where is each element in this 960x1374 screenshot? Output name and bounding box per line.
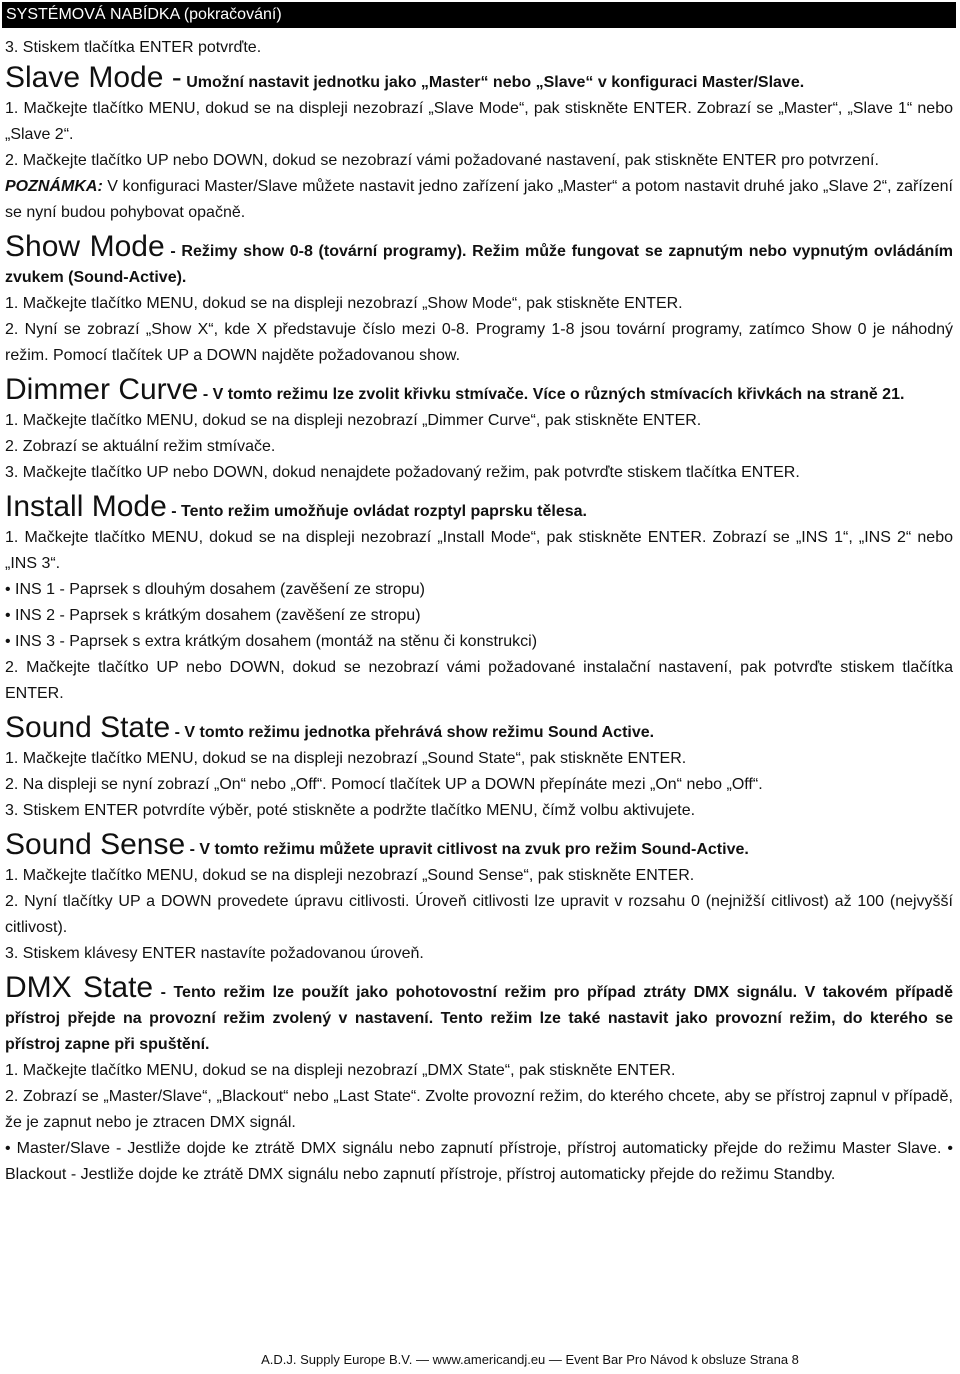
dmx-step-1: 1. Mačkejte tlačítko MENU, dokud se na displeji nezobrazí „DMX State“, pak stiskněte ENTER. bbox=[5, 1062, 676, 1079]
install-step-1: 1. Mačkejte tlačítko MENU, dokud se na displeji nezobrazí „Install Mode“, pak stiskněte ENTER. Zobrazí se „INS 1“, „INS 2“ nebo „INS 3“. bbox=[5, 529, 953, 572]
dimmer-step-2: 2. Zobrazí se aktuální režim stmívače. bbox=[5, 438, 276, 455]
sound-sense-section bbox=[5, 828, 953, 863]
intro-text: 3. Stiskem tlačítka ENTER potvrďte. bbox=[5, 39, 262, 56]
sound-sense-step-1: 1. Mačkejte tlačítko MENU, dokud se na displeji nezobrazí „Sound Sense“, pak stiskněte ENTER. bbox=[5, 867, 695, 884]
dimmer-curve-section bbox=[5, 373, 953, 408]
dmx-state-title: DMX State bbox=[5, 971, 154, 1004]
sound-sense-step-3: 3. Stiskem klávesy ENTER nastavíte požadovanou úroveň. bbox=[5, 945, 424, 962]
sound-sense-subtitle: - V tomto režimu můžete upravit citlivost na zvuk pro režim Sound-Active. bbox=[189, 841, 749, 858]
dmx-bullets: • Master/Slave - Jestliže dojde ke ztrátě DMX signálu nebo zapnutí přístroje, přístroj automaticky přejde do režimu Master Slave. • Blackout - Jestliže dojde ke ztrátě DMX signálu nebo zapnutí přístroje, přístroj automaticky přejde do režimu Standby. bbox=[5, 1140, 953, 1183]
show-step-2: 2. Nyní se zobrazí „Show X“, kde X představuje číslo mezi 0-8. Programy 1-8 jsou tovární programy, zatímco Show 0 je náhodný režim. Pomocí tlačítek UP a DOWN najděte požadovanou show. bbox=[5, 321, 953, 364]
sound-sense-title: Sound Sense bbox=[5, 828, 186, 861]
sound-state-title: Sound State bbox=[5, 711, 171, 744]
slave-mode-section bbox=[5, 61, 953, 96]
page-header: SYSTÉMOVÁ NABÍDKA (pokračování) bbox=[2, 2, 956, 28]
install-mode-subtitle: - Tento režim umožňuje ovládat rozptyl paprsku tělesa. bbox=[171, 503, 587, 520]
dmx-state-section bbox=[5, 971, 953, 1058]
show-mode-title: Show Mode bbox=[5, 230, 165, 263]
sound-state-step-2: 2. Na displeji se nyní zobrazí „On“ nebo „Off“. Pomocí tlačítek UP a DOWN přepínáte mezi „On“ nebo „Off“. bbox=[5, 776, 763, 793]
slave-step-1: 1. Mačkejte tlačítko MENU, dokud se na displeji nezobrazí „Slave Mode“, pak stiskněte ENTER. Zobrazí se „Master“, „Slave 1“ nebo „Slave 2“. bbox=[5, 100, 953, 143]
sound-state-subtitle: - V tomto režimu jednotka přehrává show režimu Sound Active. bbox=[174, 724, 655, 741]
sound-sense-step-2: 2. Nyní tlačítky UP a DOWN provedete úpravu citlivosti. Úroveň citlivosti lze upravit v rozsahu 0 (nejnižší citlivost) až 100 (nejvyšší citlivost). bbox=[5, 893, 953, 936]
dmx-step-2: 2. Zobrazí se „Master/Slave“, „Blackout“ nebo „Last State“. Zvolte provozní režim, do kterého chcete, aby se přístroj zapnul v případě, že je zapnut nebo je ztracen DMX signál. bbox=[5, 1088, 953, 1131]
dimmer-step-1: 1. Mačkejte tlačítko MENU, dokud se na displeji nezobrazí „Dimmer Curve“, pak stiskněte ENTER. bbox=[5, 412, 702, 429]
sound-state-step-1: 1. Mačkejte tlačítko MENU, dokud se na displeji nezobrazí „Sound State“, pak stiskněte ENTER. bbox=[5, 750, 687, 767]
install-bullet-2: • INS 2 - Paprsek s krátkým dosahem (zavěšení ze stropu) bbox=[5, 607, 421, 624]
dmx-state-subtitle: - Tento režim lze použít jako pohotovostní režim pro případ ztráty DMX signálu. V takovém případě přístroj přejde na provozní režim zvolený v nastavení. Tento režim lze také nastavit jako provozní režim, do kterého se přístroj zapne při spuštění. bbox=[5, 984, 953, 1053]
dimmer-step-3: 3. Mačkejte tlačítko UP nebo DOWN, dokud nenajdete požadovaný režim, pak potvrďte stiskem tlačítka ENTER. bbox=[5, 464, 800, 481]
slave-mode-subtitle: Umožní nastavit jednotku jako „Master“ nebo „Slave“ v konfiguraci Master/Slave. bbox=[186, 74, 805, 91]
sound-state-section bbox=[5, 711, 953, 746]
sound-state-step-3: 3. Stiskem ENTER potvrdíte výběr, poté stiskněte a podržte tlačítko MENU, čímž volbu aktivujete. bbox=[5, 802, 696, 819]
install-mode-section bbox=[5, 490, 953, 525]
install-mode-title: Install Mode bbox=[5, 490, 167, 523]
install-step-2: 2. Mačkejte tlačítko UP nebo DOWN, dokud se nezobrazí vámi požadované instalační nastavení, pak potvrďte stiskem tlačítka ENTER. bbox=[5, 659, 953, 702]
page-footer: A.D.J. Supply Europe B.V. — www.americandj.eu — Event Bar Pro Návod k obsluze Strana 8 bbox=[261, 1352, 799, 1367]
slave-mode-title: Slave Mode - bbox=[5, 61, 182, 94]
page-content bbox=[5, 35, 953, 1188]
dimmer-curve-subtitle: - V tomto režimu lze zvolit křivku stmívače. Více o různých stmívacích křivkách na straně 21. bbox=[202, 386, 905, 403]
slave-step-2: 2. Mačkejte tlačítko UP nebo DOWN, dokud se nezobrazí vámi požadované nastavení, pak stiskněte ENTER pro potvrzení. bbox=[5, 152, 879, 169]
slave-note bbox=[5, 174, 953, 226]
note-text: V konfiguraci Master/Slave můžete nastavit jedno zařízení jako „Master“ a potom nastavit druhé jako „Slave 2“, zařízení se nyní budou pohybovat opačně. bbox=[5, 178, 953, 221]
show-mode-section bbox=[5, 230, 953, 291]
install-bullet-1: • INS 1 - Paprsek s dlouhým dosahem (zavěšení ze stropu) bbox=[5, 581, 426, 598]
dimmer-curve-title: Dimmer Curve bbox=[5, 373, 199, 406]
note-label: POZNÁMKA: bbox=[5, 178, 103, 195]
install-bullet-3: • INS 3 - Paprsek s extra krátkým dosahem (montáž na stěnu či konstrukci) bbox=[5, 633, 538, 650]
show-mode-subtitle: - Režimy show 0-8 (tovární programy). Režim může fungovat se zapnutým nebo vypnutým ovládáním zvukem (Sound-Active). bbox=[5, 243, 953, 286]
show-step-1: 1. Mačkejte tlačítko MENU, dokud se na displeji nezobrazí „Show Mode“, pak stiskněte ENTER. bbox=[5, 295, 683, 312]
